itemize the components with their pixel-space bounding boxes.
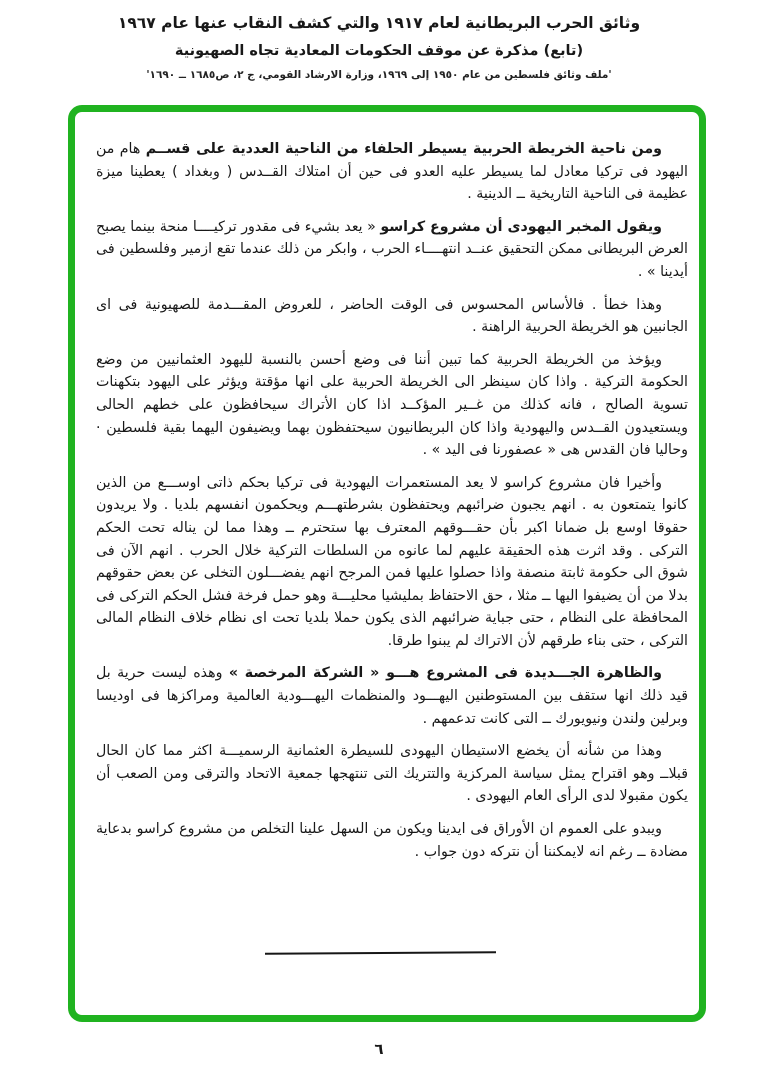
document-title: وثائق الحرب البريطانية لعام ١٩١٧ والتي كشف النقاب عنها عام ١٩٦٧ [117,14,641,32]
paragraph-1-lead: ومن ناحية الخريطة الحربية يسيطر الحلفاء من الناحية العددية على قســم [145,141,662,157]
document-body [96,138,688,873]
page-number: ٦ [374,1040,384,1058]
paragraph-5 [96,472,688,653]
paragraph-1 [96,138,688,206]
paragraph-6-text: وهذه ليست حرية بل قيد ذلك انها ستقف بين المستوطنين اليهـــود والمنظمات اليهـــودية العالمية ومراكزها فى اوديسا وبرلين ولندن ونيويورك ــ التى كانت تدعمهم . [96,665,688,727]
paragraph-2 [96,216,688,284]
paragraph-3 [96,294,688,339]
document-header [0,14,758,81]
paragraph-7-text: وهذا من شأنه أن يخضع الاستيطان اليهودى للسيطرة العثمانية الرسميـــة اكثر مما كان الحال قبلاــ وهو اقتراح يمثل سياسة المركزية والتتريك التى تنتهجها جمعية الاتحاد والترقى ومن الصعب أن يكون مقبولا لدى الرأى العام اليهودى . [96,743,688,805]
paragraph-8-text: ويبدو على العموم ان الأوراق فى ايدينا ويكون من السهل علينا التخلص من مشروع كراسو بدعاية مضادة ــ رغم انه لايمكننا أن نتركه دون جواب . [96,821,688,860]
paragraph-2-text: « يعد بشيء فى مقدور تركيــــا منحة بينما يصبح العرض البريطانى ممكن التحقيق عنــد انتهــــاء الحرب ، وابكر من ذلك عندما تقع ازمير وفلسطين فى أيدينا » . [96,218,688,280]
paragraph-1-text: هام من اليهود فى تركيا معادل لما يسيطر عليه العدو فى حين أن امتلاك القــدس ( وبغداد ) يعطينا ميزة عظيمة فى الناحية التاريخية ــ الدينية . [96,141,688,203]
paragraph-4 [96,349,688,462]
document-source-citation: 'ملف وثائق فلسطين من عام ١٩٥٠ إلى ١٩٦٩، وزارة الارشاد القومي، ج ٢، ص١٦٨٥ ــ ١٦٩٠' [146,69,612,81]
paragraph-2-lead: ويقول المخبر اليهودى أن مشروع كراسو [380,218,662,235]
paragraph-4-text: ويؤخذ من الخريطة الحربية كما تبين أننا فى وضع أحسن بالنسبة لليهود العثمانيين من وضع الحكومة التركية . واذا كان سينظر الى الخريطة الحربية على انها مؤقتة ويؤثر على اليهود بتكهنات تسوية الصالح ، فانه كذلك من غــير المؤكــد اذا كان الأتراك سيحافظون على خطهم الحالى ويستعيدون القــدس واليهودية واذا كان البريطانيون سيحتفظون بهما ويضيفون اليهما بقية فلسطين · وحاليا فان القدس هى « عصفورنا فى اليد » . [96,351,688,459]
paragraph-5-text: وأخيرا فان مشروع كراسو لا يعد المستعمرات اليهودية فى تركيا بحكم ذاتى اوســـع من الذين كانوا يتمتعون به . انهم يجبون ضرائبهم ويحتفظون بشرطتهـــم ويحكمون انفسهم بلديا . ولا يريدون حقوقا اوسع بل ضمانا اكبر بأن حقـــوقهم المعترف بها ستحترم ــ وهذا مما لن يناله تحت الحكم التركى . وقد اثرت هذه الحقيقة عليهم لما عانوه من السلطات التركية خلال الحرب . انهم الآن فى شوق الى حكومة ثابتة منصفة واذا حصلوا عليها فمن المرجح انهم يفضـــلون التخلى عن بعض حقوقهم بدلا من أن يضيفوا اليها ــ مثلا ، حق الاحتفاظ بمليشيا محليـــة وهو حمل فرخة فشل الحكم التركى فى المحافظة على النظام ، حتى جباية ضرائبهم الذى يكون حملا بلديا تحت اى نظام خلاف النظام المالى التركى ، حتى بناء طرقهم لأن الاتراك لم يبنوا طرقا. [96,474,688,649]
paragraph-6 [96,662,688,730]
paragraph-7 [96,740,688,808]
document-subtitle: (تابع) مذكرة عن موقف الحكومات المعادية تجاه الصهيونية [174,43,584,59]
paragraph-8 [96,818,688,863]
paragraph-3-text: وهذا خطأ . فالأساس المحسوس فى الوقت الحاضر ، للعروض المقـــدمة للصهيونية فى اى الجانبين هو الخريطة الحربية الراهنة . [96,296,688,336]
paragraph-6-lead: والظاهرة الجـــديدة فى المشروع هـــو « الشركة المرخصة » [228,665,662,682]
